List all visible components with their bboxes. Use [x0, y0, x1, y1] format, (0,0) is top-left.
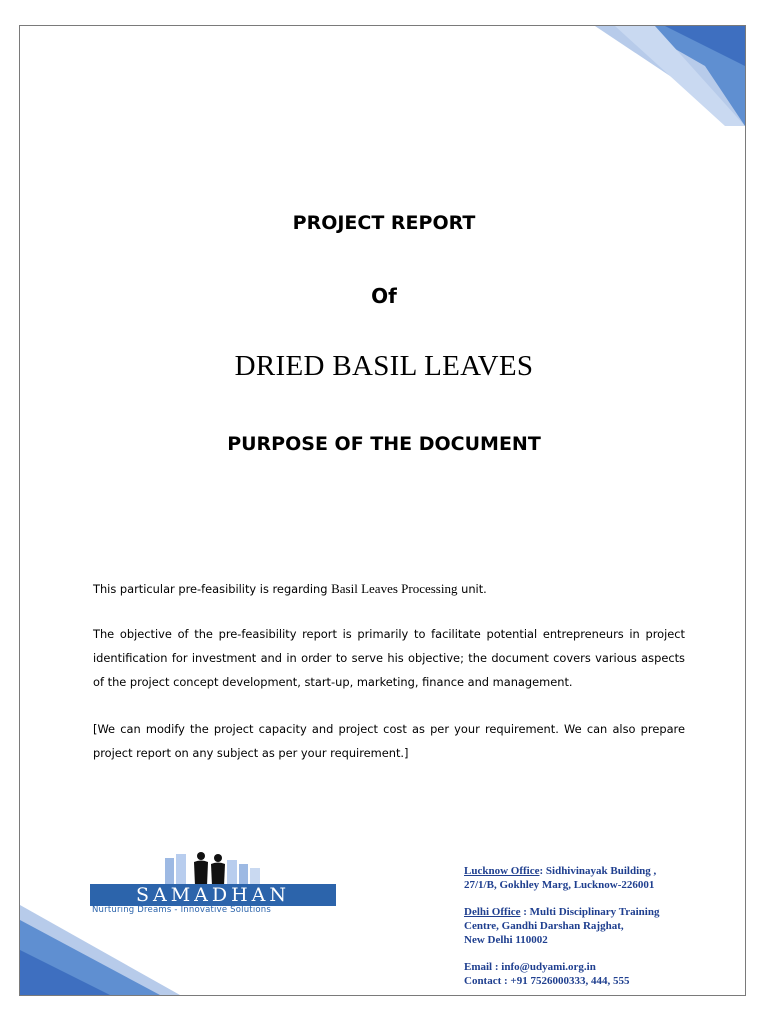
section-heading: PURPOSE OF THE DOCUMENT — [227, 433, 541, 455]
report-of: Of — [371, 284, 397, 308]
intro-suffix: unit. — [457, 582, 487, 596]
report-subject: DRIED BASIL LEAVES — [234, 350, 534, 382]
logo-people-buildings-icon — [165, 850, 265, 886]
lucknow-address-1: : Sidhivinayak Building , — [539, 865, 657, 877]
delhi-address-3: New Delhi 110002 — [464, 934, 548, 946]
paragraph-objective: The objective of the pre-feasibility report is primarily to facilitate potential entrepreneurs in project identification for investment and in order to serve his objective; the document covers various aspects of the project concept development, start-up, marketing, finance and management. — [93, 627, 685, 689]
contact-line: Contact : +91 7526000333, 444, 555 — [464, 975, 630, 987]
intro-prefix: This particular pre-feasibility is regarding — [93, 582, 332, 596]
logo-wordmark: SAMADHAN — [90, 884, 336, 906]
delhi-address-1: : Multi Disciplinary Training — [520, 906, 660, 918]
email-line: Email : info@udyami.org.in — [464, 961, 596, 973]
paragraph-intro — [93, 577, 685, 601]
logo-tagline: Nurturing Dreams - Innovative Solutions — [92, 905, 272, 915]
delhi-address-2: Centre, Gandhi Darshan Rajghat, — [464, 920, 624, 932]
delhi-office-block — [464, 905, 734, 947]
samadhan-logo — [90, 844, 340, 916]
contact-block — [464, 960, 734, 988]
report-heading: PROJECT REPORT — [292, 212, 476, 234]
paragraph-note: [We can modify the project capacity and project cost as per your requirement. We can also prepare project report on any subject as per your requirement.] — [93, 722, 685, 760]
lucknow-office-label: Lucknow Office — [464, 865, 540, 877]
lucknow-office-block — [464, 864, 734, 892]
lucknow-address-2: 27/1/B, Gokhley Marg, Lucknow-226001 — [464, 879, 655, 891]
bottom-left-decoration — [20, 905, 180, 995]
top-right-decoration — [595, 26, 745, 126]
delhi-office-label: Delhi Office — [464, 906, 521, 918]
intro-subject: Basil Leaves Processing — [331, 581, 458, 596]
